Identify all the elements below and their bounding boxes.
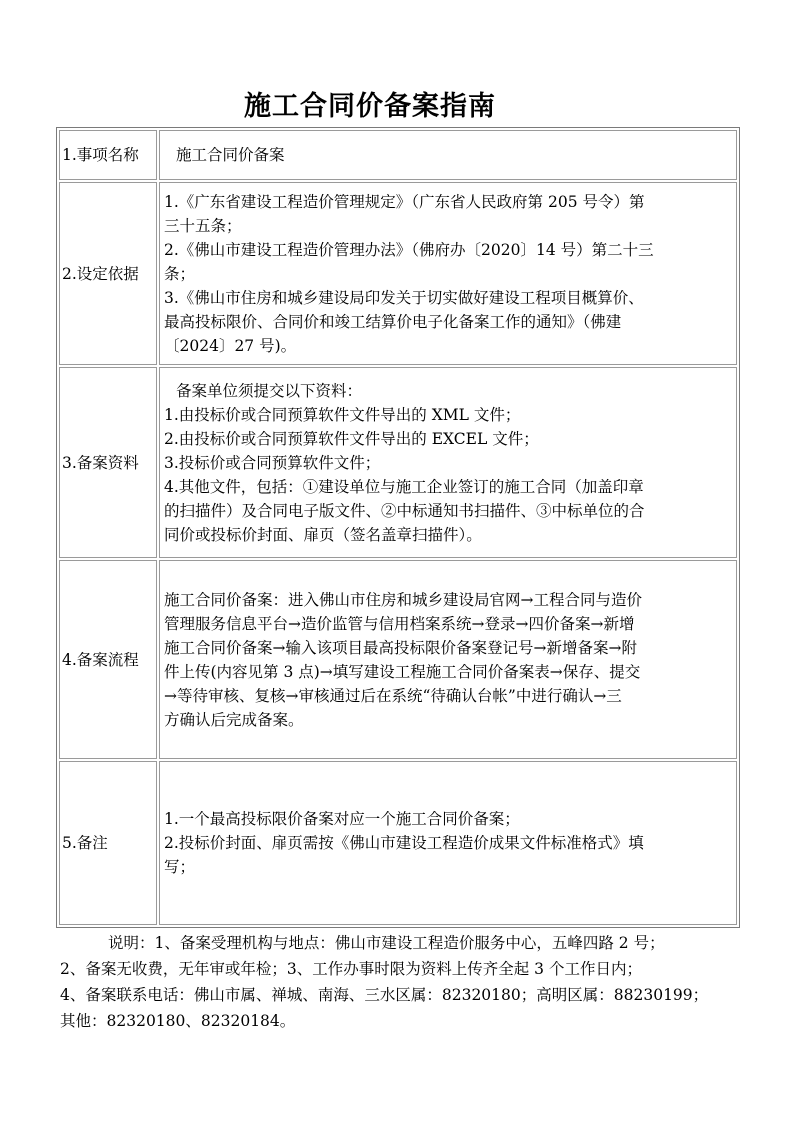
row-content [159,367,737,558]
note-line: 其他：82320180、82320184。 [60,1012,296,1030]
row-label: 2.设定依据 [59,182,157,365]
page-title: 施工合同价备案指南 [244,91,496,122]
content-line: 方确认后完成备案。 [164,710,304,729]
note-line: 4、备案联系电话：佛山市属、禅城、南海、三水区属：82320180；高明区属：88230199； [60,986,709,1004]
content-line: 三十五条； [164,216,242,235]
content-line: 施工合同价备案→输入该项目最高投标限价备案登记号→新增备案→附 [164,638,637,657]
guide-table [56,127,740,928]
row-label: 1.事项名称 [59,130,157,180]
content-line: 最高投标限价、合同价和竣工结算价电子化备案工作的通知》（佛建 [164,312,622,331]
row-label: 4.备案流程 [59,560,157,759]
row-label: 5.备注 [59,761,157,925]
row-content [159,130,737,180]
table-row-remarks [59,761,737,925]
row-content [159,182,737,365]
table-row-item-name [59,130,737,180]
content-line: 1.由投标价或合同预算软件文件导出的 XML 文件； [164,405,521,424]
content-line: 1.《广东省建设工程造价管理规定》（广东省人民政府第 205 号令）第 [164,192,645,211]
content-line: 1.一个最高投标限价备案对应一个施工合同价备案； [164,810,520,828]
table-row-materials [59,367,737,558]
content-line: 3.《佛山市住房和城乡建设局印发关于切实做好建设工程项目概算价、 [164,288,644,307]
content-line: 施工合同价备案：进入佛山市住房和城乡建设局官网→工程合同与造价 [164,590,642,609]
note-line: 2、备案无收费，无年审或年检；3、工作办事时限为资料上传齐全起 3 个工作日内； [60,960,642,978]
note-line: 说明：1、备案受理机构与地点：佛山市建设工程造价服务中心，五峰四路 2 号； [108,934,665,952]
content-line: 〔2024〕27 号)。 [164,336,297,355]
content-line: 条； [164,264,196,283]
content-line: 3.投标价或合同预算软件文件； [164,453,381,472]
content-line: 同价或投标价封面、扉页（签名盖章扫描件）。 [164,525,482,544]
content-line: 2.《佛山市建设工程造价管理办法》（佛府办〔2020〕14 号）第二十三 [164,240,654,259]
content-line: 管理服务信息平台→造价监管与信用档案系统→登录→四价备案→新增 [164,614,635,633]
content-line: 2.由投标价或合同预算软件文件导出的 EXCEL 文件； [164,429,539,448]
row-content [159,560,737,759]
content-line: 施工合同价备案 [176,146,285,164]
table-row-legal-basis [59,182,737,365]
content-line: 4.其他文件，包括：①建设单位与施工企业签订的施工合同（加盖印章 [164,477,644,496]
content-line: 件上传(内容见第 3 点)→填写建设工程施工合同价备案表→保存、提交 [164,662,641,681]
content-line: 2.投标价封面、扉页需按《佛山市建设工程造价成果文件标准格式》填 [164,834,644,852]
content-line: →等待审核、复核→审核通过后在系统“待确认台帐”中进行确认→三 [164,686,622,705]
row-label: 3.备案资料 [59,367,157,558]
table-row-process [59,560,737,759]
content-line: 的扫描件）及合同电子版文件、②中标通知书扫描件、③中标单位的合 [164,501,645,520]
content-line: 备案单位须提交以下资料： [176,381,363,400]
content-line: 写； [164,858,196,876]
row-content [159,761,737,925]
explanatory-note [60,930,740,1034]
